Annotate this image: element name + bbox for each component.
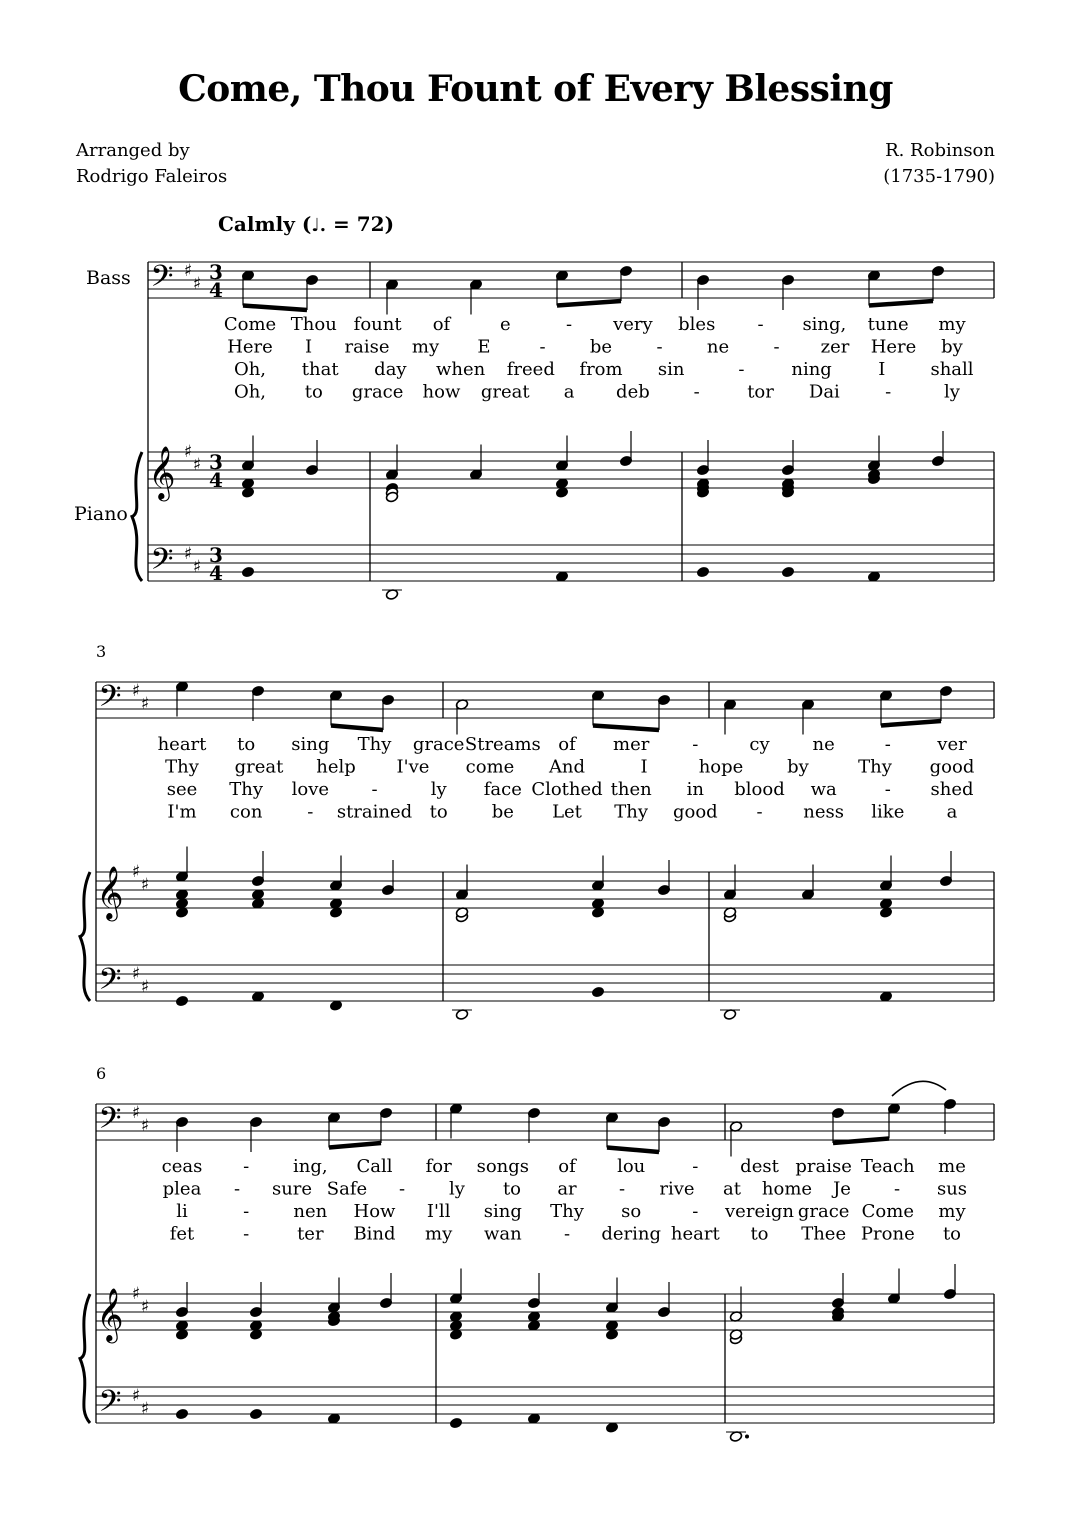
lyric-syllable: sing bbox=[483, 1201, 522, 1222]
lyric-hyphen: - bbox=[692, 734, 699, 755]
lyric-syllable: that bbox=[301, 359, 339, 380]
treble-clef-icon: 𝄞 bbox=[148, 445, 176, 499]
lyric-syllable: my bbox=[425, 1223, 453, 1245]
lyric-syllable: ly bbox=[449, 1178, 465, 1200]
lyric-syllable: cy bbox=[749, 734, 770, 755]
lyric-syllable: help bbox=[316, 756, 356, 778]
lyric-hyphen: - bbox=[773, 336, 780, 358]
beam bbox=[881, 721, 941, 726]
lyric-syllable: ning bbox=[791, 359, 832, 380]
lyric-syllable: ar bbox=[557, 1178, 577, 1200]
lyric-syllable: lou bbox=[617, 1156, 646, 1177]
lyric-syllable: ly bbox=[430, 779, 447, 800]
tempo-bpm: 72 bbox=[356, 212, 385, 236]
lyric-syllable: dest bbox=[740, 1156, 779, 1177]
piano-brace bbox=[80, 1294, 90, 1423]
sharp-icon: ♯ bbox=[192, 274, 202, 294]
lyric-hyphen: - bbox=[738, 359, 745, 380]
beam bbox=[557, 301, 621, 306]
lyric-syllable: zer bbox=[820, 336, 850, 358]
beam bbox=[243, 306, 307, 311]
lyric-syllable: for bbox=[425, 1156, 452, 1177]
lyric-syllable: Je bbox=[833, 1178, 851, 1200]
lyric-syllable: me bbox=[938, 1156, 966, 1177]
lyric-hyphen: - bbox=[757, 314, 764, 335]
lyric-syllable: ter bbox=[297, 1223, 324, 1245]
lyric-syllable: Dai bbox=[808, 381, 840, 403]
lyric-syllable: love bbox=[291, 779, 330, 800]
lyric-syllable: to bbox=[942, 1223, 962, 1245]
lyric-syllable: strained bbox=[336, 801, 413, 823]
lyric-syllable: Thy bbox=[229, 779, 264, 800]
treble-clef-icon: 𝄞 bbox=[96, 865, 124, 919]
note-head bbox=[591, 986, 604, 998]
lyric-syllable: at bbox=[723, 1178, 741, 1200]
sharp-icon: ♯ bbox=[131, 1386, 141, 1406]
sharp-icon: ♯ bbox=[140, 875, 150, 895]
dotted-quarter-note-icon: ♩. bbox=[311, 215, 327, 236]
time-sig-numerator: 3 bbox=[209, 450, 223, 474]
lyric-syllable: be bbox=[589, 336, 613, 358]
time-sig-denominator: 4 bbox=[209, 561, 223, 585]
lyric-syllable: sus bbox=[936, 1178, 968, 1200]
lyric-syllable: by bbox=[941, 336, 963, 358]
lyric-syllable: good bbox=[672, 801, 718, 823]
lyric-syllable: sing, bbox=[802, 314, 847, 335]
lyric-syllable: see bbox=[166, 779, 198, 800]
lyric-syllable: to bbox=[237, 734, 256, 755]
piano-brace bbox=[80, 872, 90, 1001]
lyric-syllable: freed bbox=[506, 359, 555, 380]
lyric-syllable: ness bbox=[803, 801, 845, 823]
lyric-syllable: to bbox=[750, 1223, 769, 1245]
sharp-icon: ♯ bbox=[140, 977, 150, 997]
lyric-hyphen: - bbox=[656, 336, 663, 358]
lyric-syllable: sin bbox=[657, 359, 685, 380]
lyric-syllable: vereign bbox=[725, 1201, 794, 1222]
lyric-hyphen: - bbox=[563, 1223, 571, 1245]
lyric-hyphen: - bbox=[885, 381, 892, 403]
lyric-syllable: I bbox=[640, 756, 648, 778]
bass-clef-icon: 𝄢 bbox=[150, 260, 174, 301]
lyric-syllable: Thy bbox=[357, 734, 392, 755]
lyric-syllable: from bbox=[579, 359, 623, 380]
composer-line1: R. Robinson bbox=[885, 140, 995, 161]
lyric-syllable: sure bbox=[271, 1178, 313, 1200]
beam bbox=[593, 726, 659, 731]
lyric-syllable: ceas bbox=[161, 1156, 203, 1177]
dot bbox=[745, 1435, 749, 1439]
lyric-syllable: my bbox=[411, 336, 440, 358]
sharp-icon: ♯ bbox=[140, 1297, 150, 1317]
lyric-syllable: then bbox=[610, 779, 652, 800]
note-head bbox=[175, 1408, 188, 1420]
lyric-syllable: I'll bbox=[426, 1201, 451, 1222]
lyric-syllable: a bbox=[563, 381, 575, 403]
lyric-syllable: Call bbox=[356, 1156, 393, 1177]
lyric-syllable: e bbox=[499, 314, 511, 335]
lyric-syllable: day bbox=[374, 359, 407, 380]
lyric-syllable: wa bbox=[810, 779, 837, 800]
sharp-icon: ♯ bbox=[183, 442, 193, 462]
measure-number-3: 3 bbox=[96, 642, 107, 661]
sharp-icon: ♯ bbox=[131, 862, 141, 882]
sharp-icon: ♯ bbox=[131, 681, 141, 701]
lyric-syllable: I'm bbox=[167, 801, 197, 823]
lyric-syllable: hope bbox=[698, 756, 744, 778]
voice-label: Bass bbox=[86, 267, 131, 289]
lyric-hyphen: - bbox=[756, 801, 763, 823]
lyric-syllable: mer bbox=[613, 734, 650, 755]
lyric-syllable: bles bbox=[678, 314, 716, 335]
sharp-icon: ♯ bbox=[131, 1103, 141, 1123]
slur bbox=[892, 1081, 946, 1096]
lyric-syllable: plea bbox=[162, 1178, 202, 1200]
lyric-syllable: sing bbox=[291, 734, 330, 755]
lyric-syllable: nen bbox=[293, 1201, 328, 1222]
lyric-syllable: I bbox=[304, 336, 313, 358]
lyric-syllable: when bbox=[435, 359, 486, 380]
sharp-icon: ♯ bbox=[140, 1116, 150, 1136]
lyric-syllable: songs bbox=[476, 1156, 530, 1177]
lyric-hyphen: - bbox=[618, 1178, 626, 1200]
lyric-hyphen: - bbox=[371, 779, 378, 800]
lyric-syllable: grace bbox=[797, 1201, 850, 1222]
lyric-syllable: ver bbox=[937, 734, 967, 755]
note-head bbox=[175, 995, 188, 1007]
tempo-marking: Calmly (♩. = 72) bbox=[218, 212, 395, 236]
lyric-syllable: home bbox=[761, 1178, 813, 1200]
lyric-syllable: how bbox=[422, 381, 461, 403]
lyric-hyphen: - bbox=[539, 336, 546, 358]
lyric-syllable: raise bbox=[344, 336, 390, 358]
lyric-hyphen: - bbox=[893, 1178, 901, 1200]
lyric-syllable: Let bbox=[552, 801, 582, 823]
piano-brace bbox=[132, 452, 142, 581]
bass-clef-icon: 𝄢 bbox=[98, 1102, 122, 1143]
lyric-syllable: praise bbox=[795, 1156, 852, 1177]
beam bbox=[329, 1143, 381, 1148]
lyric-hyphen: - bbox=[243, 1156, 250, 1177]
tempo-prefix: Calmly ( bbox=[218, 212, 312, 236]
lyric-syllable: good bbox=[929, 756, 975, 778]
arranger-line2: Rodrigo Faleiros bbox=[76, 166, 228, 187]
sharp-icon: ♯ bbox=[192, 557, 202, 577]
sharp-icon: ♯ bbox=[131, 1284, 141, 1304]
lyric-hyphen: - bbox=[884, 734, 891, 755]
lyric-syllable: fet bbox=[169, 1223, 195, 1245]
lyric-hyphen: - bbox=[233, 1178, 241, 1200]
lyric-syllable: And bbox=[548, 756, 586, 778]
lyric-syllable: a bbox=[946, 801, 958, 823]
lyric-syllable: con bbox=[229, 801, 263, 823]
lyric-syllable: by bbox=[787, 756, 809, 778]
lyric-syllable: ing, bbox=[293, 1156, 328, 1177]
lyric-syllable: Safe bbox=[326, 1178, 368, 1200]
lyric-syllable: to bbox=[304, 381, 323, 403]
lyric-syllable: How bbox=[353, 1201, 396, 1222]
lyric-hyphen: - bbox=[692, 1156, 699, 1177]
treble-clef-icon: 𝄞 bbox=[96, 1287, 124, 1341]
lyric-syllable: like bbox=[871, 801, 905, 823]
measure-number-6: 6 bbox=[96, 1064, 107, 1083]
lyric-syllable: heart bbox=[670, 1223, 720, 1245]
lyric-syllable: so bbox=[621, 1201, 642, 1222]
score-title: Come, Thou Fount of Every Blessing bbox=[178, 68, 893, 110]
lyric-syllable: Streams bbox=[464, 734, 541, 755]
lyric-hyphen: - bbox=[884, 779, 891, 800]
lyric-syllable: ne bbox=[812, 734, 835, 755]
lyric-syllable: of bbox=[558, 734, 576, 755]
beam bbox=[869, 301, 933, 306]
lyric-syllable: I bbox=[878, 359, 886, 380]
lyric-syllable: ly bbox=[944, 381, 960, 403]
note-head bbox=[696, 566, 709, 578]
arranger-line1: Arranged by bbox=[76, 140, 190, 161]
note-head bbox=[241, 566, 254, 578]
sharp-icon: ♯ bbox=[131, 964, 141, 984]
lyric-syllable: Bind bbox=[353, 1223, 396, 1245]
time-sig-denominator: 4 bbox=[209, 278, 223, 302]
lyric-syllable: Thy bbox=[858, 756, 892, 778]
lyric-syllable: shall bbox=[930, 359, 974, 380]
lyric-hyphen: - bbox=[243, 1223, 250, 1245]
lyric-syllable: Here bbox=[227, 336, 273, 358]
lyric-syllable: my bbox=[938, 1201, 966, 1222]
lyric-syllable: Thy bbox=[550, 1201, 584, 1222]
sharp-icon: ♯ bbox=[183, 261, 193, 281]
lyric-syllable: blood bbox=[734, 779, 785, 800]
tempo-suffix: ) bbox=[384, 212, 395, 236]
lyric-hyphen: - bbox=[693, 381, 700, 403]
lyric-syllable: Here bbox=[870, 336, 917, 358]
lyric-syllable: dering bbox=[601, 1223, 661, 1245]
note-head bbox=[249, 1408, 262, 1420]
lyric-syllable: grace bbox=[351, 381, 404, 403]
piano-label: Piano bbox=[74, 503, 128, 525]
lyric-syllable: wan bbox=[483, 1223, 522, 1245]
time-sig-numerator: 3 bbox=[209, 260, 223, 284]
lyric-syllable: face bbox=[483, 779, 522, 800]
lyric-syllable: great bbox=[234, 756, 284, 778]
lyric-syllable: heart bbox=[157, 734, 207, 755]
lyric-hyphen: - bbox=[566, 314, 573, 335]
beam bbox=[833, 1139, 889, 1144]
lyric-syllable: Thee bbox=[801, 1223, 847, 1245]
lyric-syllable: great bbox=[480, 381, 530, 403]
lyric-syllable: rive bbox=[659, 1178, 695, 1200]
bass-clef-icon: 𝄢 bbox=[98, 1385, 122, 1426]
bass-clef-icon: 𝄢 bbox=[98, 963, 122, 1004]
lyric-syllable: in bbox=[686, 779, 705, 800]
bass-clef-icon: 𝄢 bbox=[150, 543, 174, 584]
lyric-syllable: to bbox=[429, 801, 448, 823]
lyric-syllable: Prone bbox=[860, 1223, 915, 1245]
composer-line2: (1735-1790) bbox=[883, 166, 995, 187]
lyric-syllable: tor bbox=[747, 381, 774, 403]
lyric-hyphen: - bbox=[243, 1201, 250, 1222]
lyric-syllable: of bbox=[432, 314, 451, 335]
bass-clef-icon: 𝄢 bbox=[98, 680, 122, 721]
time-sig-denominator: 4 bbox=[209, 468, 223, 492]
lyric-syllable: Teach bbox=[860, 1156, 915, 1177]
sharp-icon: ♯ bbox=[192, 455, 202, 475]
lyric-syllable: ne bbox=[706, 336, 730, 358]
lyric-syllable: Oh, bbox=[233, 381, 267, 403]
lyric-syllable: Come bbox=[223, 314, 277, 335]
lyric-syllable: Come bbox=[861, 1201, 915, 1222]
beam bbox=[607, 1148, 659, 1153]
lyric-syllable: deb bbox=[616, 381, 650, 403]
sharp-icon: ♯ bbox=[140, 694, 150, 714]
lyric-syllable: Thy bbox=[165, 756, 199, 778]
lyric-syllable: Thou bbox=[290, 314, 337, 335]
lyric-syllable: Oh, bbox=[233, 359, 267, 380]
lyric-syllable: tune bbox=[867, 314, 909, 335]
lyric-syllable: to bbox=[502, 1178, 522, 1200]
lyric-syllable: li bbox=[176, 1201, 188, 1222]
lyric-hyphen: - bbox=[307, 801, 314, 823]
lyric-syllable: very bbox=[613, 314, 653, 335]
lyric-syllable: grace bbox=[412, 734, 465, 755]
lyric-syllable: be bbox=[491, 801, 514, 823]
note-head bbox=[449, 1417, 462, 1429]
lyric-hyphen: - bbox=[692, 1201, 699, 1222]
note-head bbox=[781, 566, 794, 578]
lyric-syllable: of bbox=[558, 1156, 576, 1177]
lyric-syllable: come bbox=[465, 756, 515, 778]
lyric-syllable: Clothed bbox=[531, 779, 603, 800]
lyric-syllable: E bbox=[477, 336, 491, 358]
lyric-syllable: Thy bbox=[614, 801, 649, 823]
lyric-hyphen: - bbox=[398, 1178, 406, 1200]
sharp-icon: ♯ bbox=[183, 544, 193, 564]
sharp-icon: ♯ bbox=[140, 1399, 150, 1419]
lyric-syllable: fount bbox=[353, 314, 402, 335]
lyric-syllable: my bbox=[938, 314, 966, 335]
lyric-syllable: shed bbox=[930, 779, 974, 800]
time-sig-numerator: 3 bbox=[209, 543, 223, 567]
lyric-syllable: I've bbox=[396, 756, 430, 778]
beam bbox=[331, 726, 383, 731]
